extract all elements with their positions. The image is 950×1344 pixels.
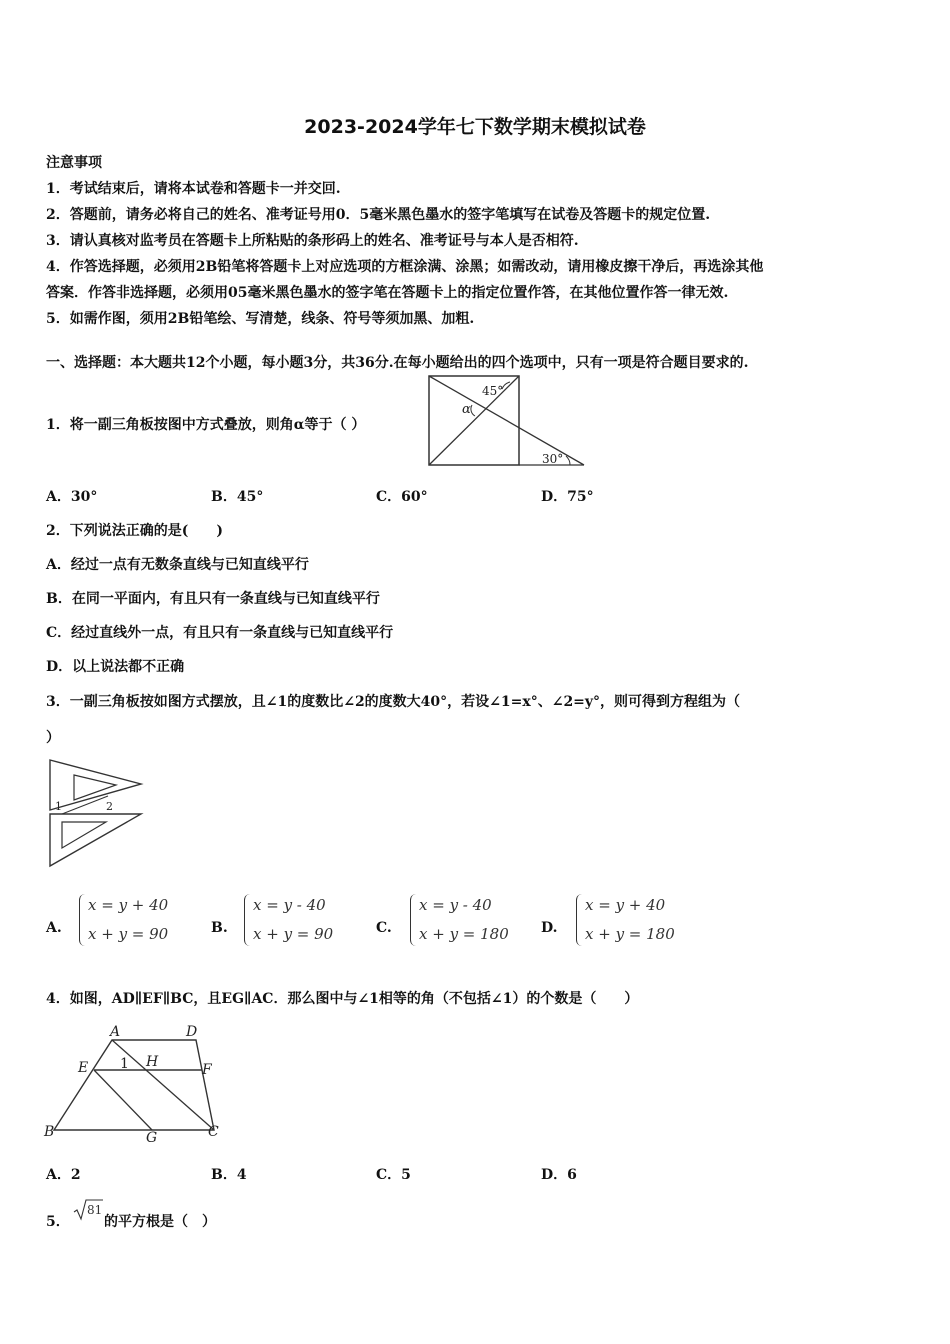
q3-option-d-label[interactable]: D. [541, 920, 558, 936]
q4-option-a[interactable]: A．2 [46, 1167, 81, 1183]
q5-stem: 的平方根是（ ） [104, 1214, 216, 1230]
note-item: 1．考试结束后，请将本试卷和答题卡一并交回. [46, 181, 341, 197]
q3-option-b-eq2: x + y = 90 [253, 925, 334, 943]
q2-stem: 2．下列说法正确的是( ) [46, 523, 223, 539]
q3-option-a-eq1: x = y + 40 [88, 896, 169, 914]
q3-top-triangle [50, 760, 141, 810]
note-item: 3．请认真核对监考员在答题卡上所粘贴的条形码上的姓名、准考证号与本人是否相符. [46, 233, 579, 249]
q3-option-d-eq1: x = y + 40 [585, 896, 666, 914]
q4-trapezoid [54, 1040, 214, 1130]
q3-option-a-eq2: x + y = 90 [88, 925, 169, 943]
q1-option-d[interactable]: D．75° [541, 489, 594, 505]
q2-option-a[interactable]: A．经过一点有无数条直线与已知直线平行 [46, 557, 309, 573]
q3-option-b-label[interactable]: B. [211, 920, 228, 936]
section-heading: 一、选择题：本大题共12个小题，每小题3分，共36分.在每小题给出的四个选项中，只有一项是符合题目要求的. [46, 355, 749, 371]
q1-label-alpha: α [462, 402, 471, 417]
q4-label-h: H [146, 1054, 159, 1070]
q3-figure [44, 756, 146, 870]
q4-stem: 4．如图，AD∥EF∥BC，且EG∥AC．那么图中与∠1相等的角（不包括∠1）的个数是（ ） [46, 991, 639, 1007]
q3-option-c-brace [410, 894, 417, 946]
q4-label-f: F [202, 1062, 212, 1078]
q1-option-a[interactable]: A．30° [46, 489, 98, 505]
q4-label-1: 1 [120, 1056, 129, 1072]
q1-label-30: 30° [542, 452, 564, 466]
q2-option-b[interactable]: B．在同一平面内，有且只有一条直线与已知直线平行 [46, 591, 380, 607]
q1-option-c[interactable]: C．60° [376, 489, 428, 505]
q4-line-eg [94, 1070, 152, 1130]
q4-label-g: G [146, 1130, 158, 1146]
q4-option-b[interactable]: B．4 [211, 1167, 247, 1183]
q3-stem-end: ） [46, 730, 60, 746]
notes-section [46, 150, 763, 332]
notes-heading: 注意事项 [46, 155, 102, 171]
q4-label-b: B [44, 1124, 55, 1140]
q3-option-c-label[interactable]: C. [376, 920, 392, 936]
q1-alpha-arc [471, 405, 475, 416]
q3-option-d-eq2: x + y = 180 [585, 925, 675, 943]
q3-top-triangle-inner [74, 775, 116, 800]
q3-option-d-brace [576, 894, 583, 946]
q1-option-b[interactable]: B．45° [211, 489, 264, 505]
q1-stem: 1．将一副三角板按图中方式叠放，则角α等于（ ） [46, 417, 366, 433]
q3-bottom-triangle-inner [62, 822, 106, 848]
q4-option-c[interactable]: C．5 [376, 1167, 411, 1183]
q4-label-a: A [110, 1024, 121, 1040]
note-item: 5．如需作图，须用2B铅笔绘、写清楚，线条、符号等须加黑、加粗. [46, 311, 475, 327]
q1-label-45: 45° [482, 384, 504, 398]
q3-option-b-brace [244, 894, 251, 946]
q4-label-c: C [208, 1124, 219, 1140]
q3-option-b-eq1: x = y - 40 [253, 896, 326, 914]
q3-option-a-label[interactable]: A. [46, 920, 62, 936]
note-item: 2．答题前，请务必将自己的姓名、准考证号用0．5毫米黑色墨水的签字笔填写在试卷及答题卡的规定位置. [46, 207, 711, 223]
note-item: 4．作答选择题，必须用2B铅笔将答题卡上对应选项的方框涂满、涂黑；如需改动，请用橡皮擦干净后，再选涂其他 [46, 259, 764, 275]
note-item: 答案．作答非选择题，必须用05毫米黑色墨水的签字笔在答题卡上的指定位置作答，在其他位置作答一律无效. [46, 285, 729, 301]
q5-number: 5． [46, 1214, 70, 1230]
q3-label-1: 1 [55, 800, 62, 813]
q4-label-d: D [186, 1024, 198, 1040]
q3-option-c-eq1: x = y - 40 [419, 896, 492, 914]
q3-option-c-eq2: x + y = 180 [419, 925, 509, 943]
q2-option-c[interactable]: C．经过直线外一点，有且只有一条直线与已知直线平行 [46, 625, 394, 641]
q3-stem: 3．一副三角板按如图方式摆放，且∠1的度数比∠2的度数大40°，若设∠1=x°、∠2=y°，则可得到方程组为（ [46, 694, 741, 710]
q5-radicand: 81 [87, 1203, 103, 1217]
q2-option-d[interactable]: D．以上说法都不正确 [46, 659, 185, 675]
q1-figure [424, 372, 590, 470]
q4-label-e: E [78, 1060, 89, 1076]
q3-label-2: 2 [106, 800, 113, 813]
q4-figure [40, 1020, 230, 1148]
q4-option-d[interactable]: D．6 [541, 1167, 577, 1183]
q3-option-a-brace [79, 894, 86, 946]
q5-sqrt-sign [72, 1198, 104, 1222]
page-title: 2023-2024学年七下数学期末模拟试卷 [304, 116, 646, 138]
